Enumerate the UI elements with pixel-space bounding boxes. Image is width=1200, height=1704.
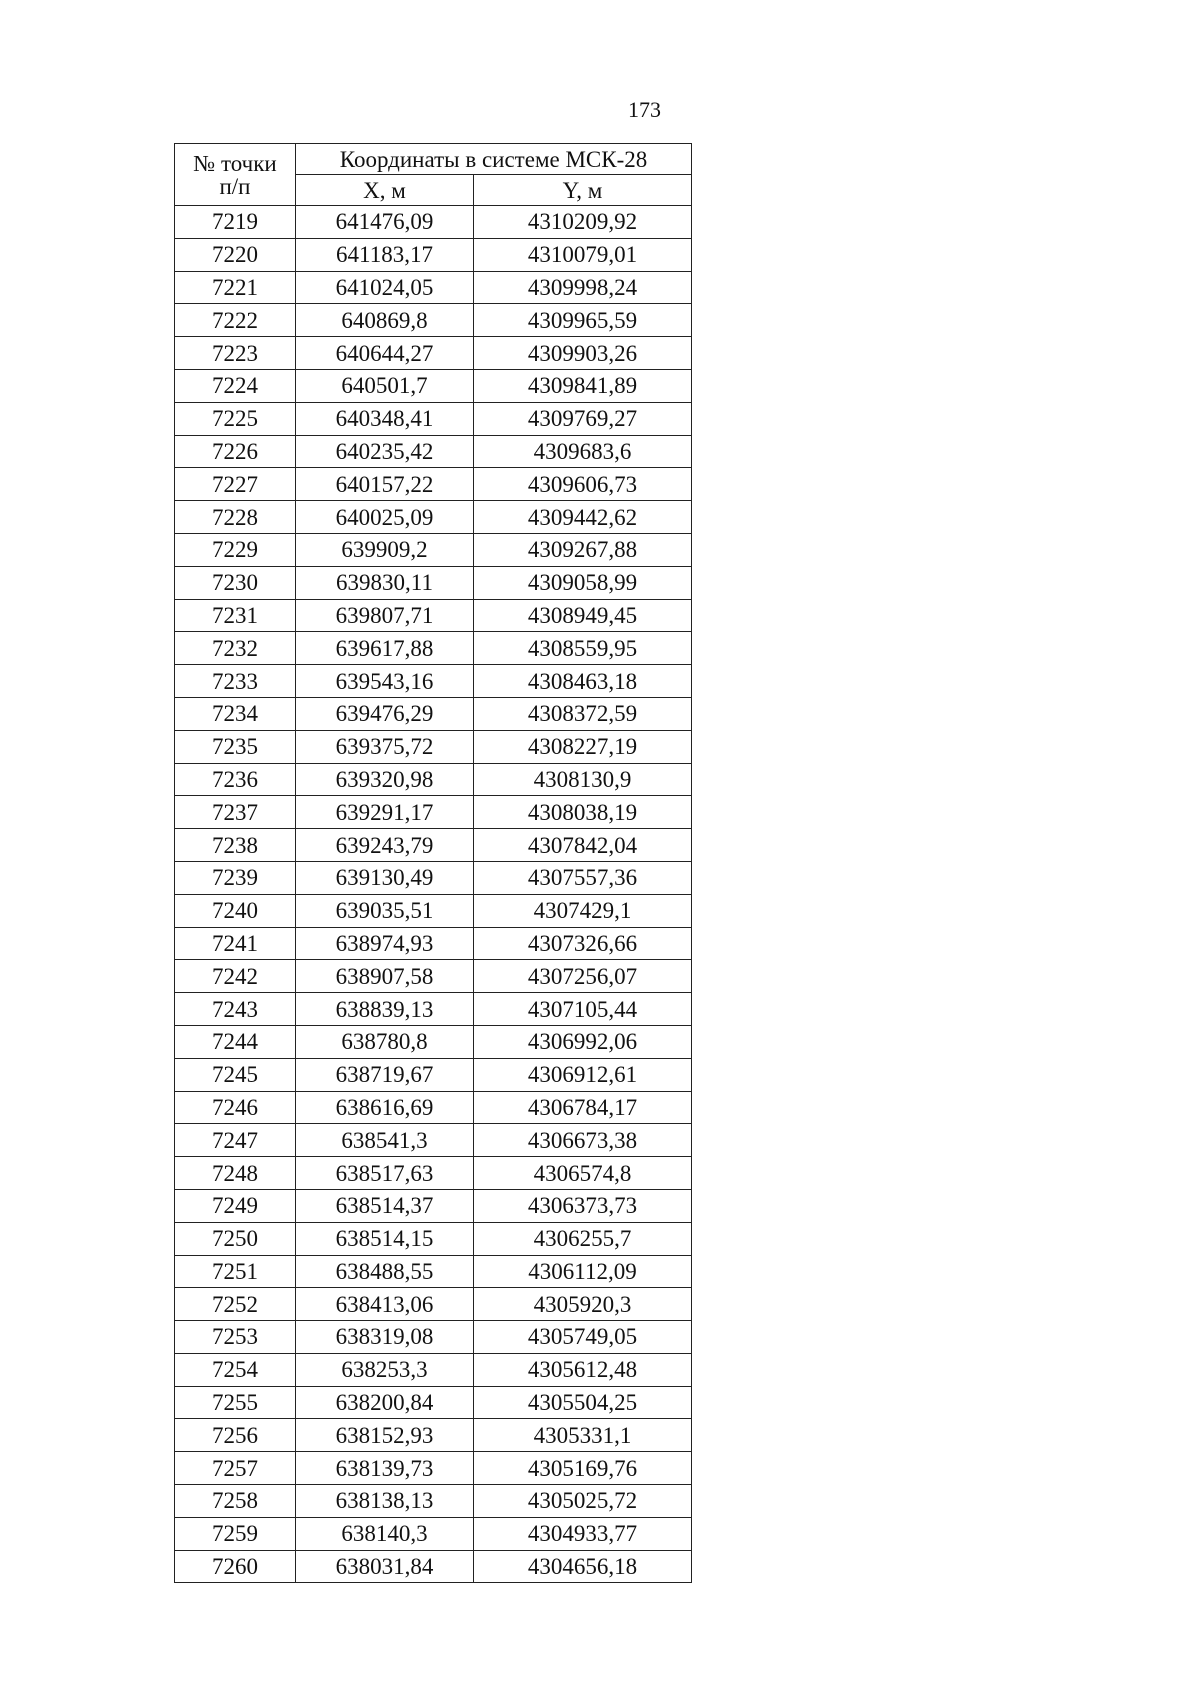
table-row	[175, 1485, 692, 1518]
table-row	[175, 501, 692, 534]
x-coordinate-cell: 638413,06	[296, 1288, 474, 1321]
table-row	[175, 1288, 692, 1321]
x-coordinate-cell: 640348,41	[296, 402, 474, 435]
point-number-cell: 7257	[175, 1452, 296, 1485]
table-row	[175, 1550, 692, 1583]
point-number-cell: 7252	[175, 1288, 296, 1321]
table-row	[175, 1321, 692, 1354]
x-coordinate-cell: 639320,98	[296, 763, 474, 796]
header-coordinates: Координаты в системе МСК-28	[296, 144, 692, 175]
point-number-cell: 7248	[175, 1157, 296, 1190]
point-number-cell: 7258	[175, 1485, 296, 1518]
x-coordinate-cell: 639543,16	[296, 665, 474, 698]
y-coordinate-cell: 4304933,77	[474, 1517, 692, 1550]
header-y: Y, м	[474, 175, 692, 206]
y-coordinate-cell: 4308372,59	[474, 697, 692, 730]
x-coordinate-cell: 639807,71	[296, 599, 474, 632]
y-coordinate-cell: 4306784,17	[474, 1091, 692, 1124]
y-coordinate-cell: 4308463,18	[474, 665, 692, 698]
point-number-cell: 7253	[175, 1321, 296, 1354]
table-row	[175, 894, 692, 927]
x-coordinate-cell: 638319,08	[296, 1321, 474, 1354]
point-number-cell: 7235	[175, 730, 296, 763]
x-coordinate-cell: 638974,93	[296, 927, 474, 960]
table-row	[175, 533, 692, 566]
y-coordinate-cell: 4309998,24	[474, 271, 692, 304]
table-row	[175, 271, 692, 304]
y-coordinate-cell: 4306912,61	[474, 1058, 692, 1091]
table-row	[175, 238, 692, 271]
x-coordinate-cell: 640501,7	[296, 369, 474, 402]
point-number-cell: 7244	[175, 1025, 296, 1058]
table-row	[175, 1222, 692, 1255]
y-coordinate-cell: 4309683,6	[474, 435, 692, 468]
point-number-cell: 7228	[175, 501, 296, 534]
y-coordinate-cell: 4306574,8	[474, 1157, 692, 1190]
table-row	[175, 1157, 692, 1190]
y-coordinate-cell: 4307256,07	[474, 960, 692, 993]
x-coordinate-cell: 640025,09	[296, 501, 474, 534]
x-coordinate-cell: 638140,3	[296, 1517, 474, 1550]
x-coordinate-cell: 638488,55	[296, 1255, 474, 1288]
table-row	[175, 632, 692, 665]
x-coordinate-cell: 638031,84	[296, 1550, 474, 1583]
point-number-cell: 7225	[175, 402, 296, 435]
table-body	[175, 206, 692, 1583]
x-coordinate-cell: 638907,58	[296, 960, 474, 993]
table-row	[175, 796, 692, 829]
y-coordinate-cell: 4305331,1	[474, 1419, 692, 1452]
table-row	[175, 369, 692, 402]
table-row	[175, 1025, 692, 1058]
point-number-cell: 7224	[175, 369, 296, 402]
x-coordinate-cell: 639130,49	[296, 861, 474, 894]
point-number-cell: 7250	[175, 1222, 296, 1255]
y-coordinate-cell: 4309606,73	[474, 468, 692, 501]
point-number-cell: 7249	[175, 1189, 296, 1222]
table-row	[175, 599, 692, 632]
y-coordinate-cell: 4307105,44	[474, 993, 692, 1026]
y-coordinate-cell: 4307842,04	[474, 829, 692, 862]
table-row	[175, 1517, 692, 1550]
x-coordinate-cell: 638200,84	[296, 1386, 474, 1419]
point-number-cell: 7221	[175, 271, 296, 304]
x-coordinate-cell: 639291,17	[296, 796, 474, 829]
x-coordinate-cell: 639476,29	[296, 697, 474, 730]
y-coordinate-cell: 4305749,05	[474, 1321, 692, 1354]
table-row	[175, 993, 692, 1026]
table-row	[175, 206, 692, 239]
y-coordinate-cell: 4305025,72	[474, 1485, 692, 1518]
header-x: X, м	[296, 175, 474, 206]
point-number-cell: 7231	[175, 599, 296, 632]
y-coordinate-cell: 4306992,06	[474, 1025, 692, 1058]
y-coordinate-cell: 4309903,26	[474, 337, 692, 370]
x-coordinate-cell: 638514,15	[296, 1222, 474, 1255]
point-number-cell: 7237	[175, 796, 296, 829]
point-number-cell: 7254	[175, 1353, 296, 1386]
y-coordinate-cell: 4309442,62	[474, 501, 692, 534]
point-number-cell: 7222	[175, 304, 296, 337]
x-coordinate-cell: 639375,72	[296, 730, 474, 763]
point-number-cell: 7236	[175, 763, 296, 796]
y-coordinate-cell: 4305612,48	[474, 1353, 692, 1386]
table-row	[175, 1419, 692, 1452]
x-coordinate-cell: 639035,51	[296, 894, 474, 927]
x-coordinate-cell: 639909,2	[296, 533, 474, 566]
point-number-cell: 7245	[175, 1058, 296, 1091]
table-row	[175, 1124, 692, 1157]
y-coordinate-cell: 4309965,59	[474, 304, 692, 337]
x-coordinate-cell: 638616,69	[296, 1091, 474, 1124]
y-coordinate-cell: 4307326,66	[474, 927, 692, 960]
header-point-label-line2: п/п	[219, 173, 251, 199]
y-coordinate-cell: 4309267,88	[474, 533, 692, 566]
point-number-cell: 7242	[175, 960, 296, 993]
x-coordinate-cell: 641024,05	[296, 271, 474, 304]
x-coordinate-cell: 641183,17	[296, 238, 474, 271]
y-coordinate-cell: 4310079,01	[474, 238, 692, 271]
table-row	[175, 566, 692, 599]
point-number-cell: 7230	[175, 566, 296, 599]
page-number: 173	[628, 97, 661, 122]
coordinates-table	[174, 143, 692, 1583]
table-row	[175, 468, 692, 501]
y-coordinate-cell: 4308559,95	[474, 632, 692, 665]
table-row	[175, 1353, 692, 1386]
table-row	[175, 1452, 692, 1485]
y-coordinate-cell: 4309841,89	[474, 369, 692, 402]
header-point-number	[175, 144, 296, 206]
x-coordinate-cell: 638719,67	[296, 1058, 474, 1091]
x-coordinate-cell: 640869,8	[296, 304, 474, 337]
point-number-cell: 7259	[175, 1517, 296, 1550]
table-row	[175, 1189, 692, 1222]
x-coordinate-cell: 638139,73	[296, 1452, 474, 1485]
y-coordinate-cell: 4308227,19	[474, 730, 692, 763]
point-number-cell: 7240	[175, 894, 296, 927]
x-coordinate-cell: 639243,79	[296, 829, 474, 862]
table-header	[175, 144, 692, 206]
point-number-cell: 7260	[175, 1550, 296, 1583]
y-coordinate-cell: 4307429,1	[474, 894, 692, 927]
point-number-cell: 7251	[175, 1255, 296, 1288]
table-row	[175, 861, 692, 894]
point-number-cell: 7256	[175, 1419, 296, 1452]
point-number-cell: 7247	[175, 1124, 296, 1157]
point-number-cell: 7234	[175, 697, 296, 730]
point-number-cell: 7233	[175, 665, 296, 698]
table-row	[175, 402, 692, 435]
point-number-cell: 7246	[175, 1091, 296, 1124]
y-coordinate-cell: 4308949,45	[474, 599, 692, 632]
x-coordinate-cell: 639830,11	[296, 566, 474, 599]
y-coordinate-cell: 4307557,36	[474, 861, 692, 894]
x-coordinate-cell: 639617,88	[296, 632, 474, 665]
y-coordinate-cell: 4309769,27	[474, 402, 692, 435]
y-coordinate-cell: 4309058,99	[474, 566, 692, 599]
y-coordinate-cell: 4304656,18	[474, 1550, 692, 1583]
x-coordinate-cell: 638152,93	[296, 1419, 474, 1452]
x-coordinate-cell: 641476,09	[296, 206, 474, 239]
x-coordinate-cell: 638138,13	[296, 1485, 474, 1518]
table-row	[175, 763, 692, 796]
table-row	[175, 1386, 692, 1419]
y-coordinate-cell: 4310209,92	[474, 206, 692, 239]
x-coordinate-cell: 640235,42	[296, 435, 474, 468]
y-coordinate-cell: 4305504,25	[474, 1386, 692, 1419]
y-coordinate-cell: 4306255,7	[474, 1222, 692, 1255]
x-coordinate-cell: 638517,63	[296, 1157, 474, 1190]
header-point-label-line1: № точки	[193, 150, 277, 176]
table-row	[175, 730, 692, 763]
table-row	[175, 1058, 692, 1091]
table-row	[175, 665, 692, 698]
point-number-cell: 7232	[175, 632, 296, 665]
point-number-cell: 7219	[175, 206, 296, 239]
point-number-cell: 7239	[175, 861, 296, 894]
x-coordinate-cell: 638253,3	[296, 1353, 474, 1386]
x-coordinate-cell: 640644,27	[296, 337, 474, 370]
point-number-cell: 7223	[175, 337, 296, 370]
x-coordinate-cell: 638780,8	[296, 1025, 474, 1058]
y-coordinate-cell: 4306373,73	[474, 1189, 692, 1222]
table-row	[175, 337, 692, 370]
table-row	[175, 697, 692, 730]
x-coordinate-cell: 640157,22	[296, 468, 474, 501]
table-row	[175, 960, 692, 993]
y-coordinate-cell: 4306673,38	[474, 1124, 692, 1157]
table-row	[175, 927, 692, 960]
table-row	[175, 829, 692, 862]
x-coordinate-cell: 638514,37	[296, 1189, 474, 1222]
x-coordinate-cell: 638839,13	[296, 993, 474, 1026]
table-row	[175, 1255, 692, 1288]
y-coordinate-cell: 4308130,9	[474, 763, 692, 796]
point-number-cell: 7227	[175, 468, 296, 501]
point-number-cell: 7229	[175, 533, 296, 566]
point-number-cell: 7255	[175, 1386, 296, 1419]
point-number-cell: 7243	[175, 993, 296, 1026]
x-coordinate-cell: 638541,3	[296, 1124, 474, 1157]
y-coordinate-cell: 4305920,3	[474, 1288, 692, 1321]
table-row	[175, 1091, 692, 1124]
point-number-cell: 7238	[175, 829, 296, 862]
table-row	[175, 435, 692, 468]
point-number-cell: 7241	[175, 927, 296, 960]
point-number-cell: 7226	[175, 435, 296, 468]
point-number-cell: 7220	[175, 238, 296, 271]
table-row	[175, 304, 692, 337]
y-coordinate-cell: 4306112,09	[474, 1255, 692, 1288]
y-coordinate-cell: 4305169,76	[474, 1452, 692, 1485]
y-coordinate-cell: 4308038,19	[474, 796, 692, 829]
